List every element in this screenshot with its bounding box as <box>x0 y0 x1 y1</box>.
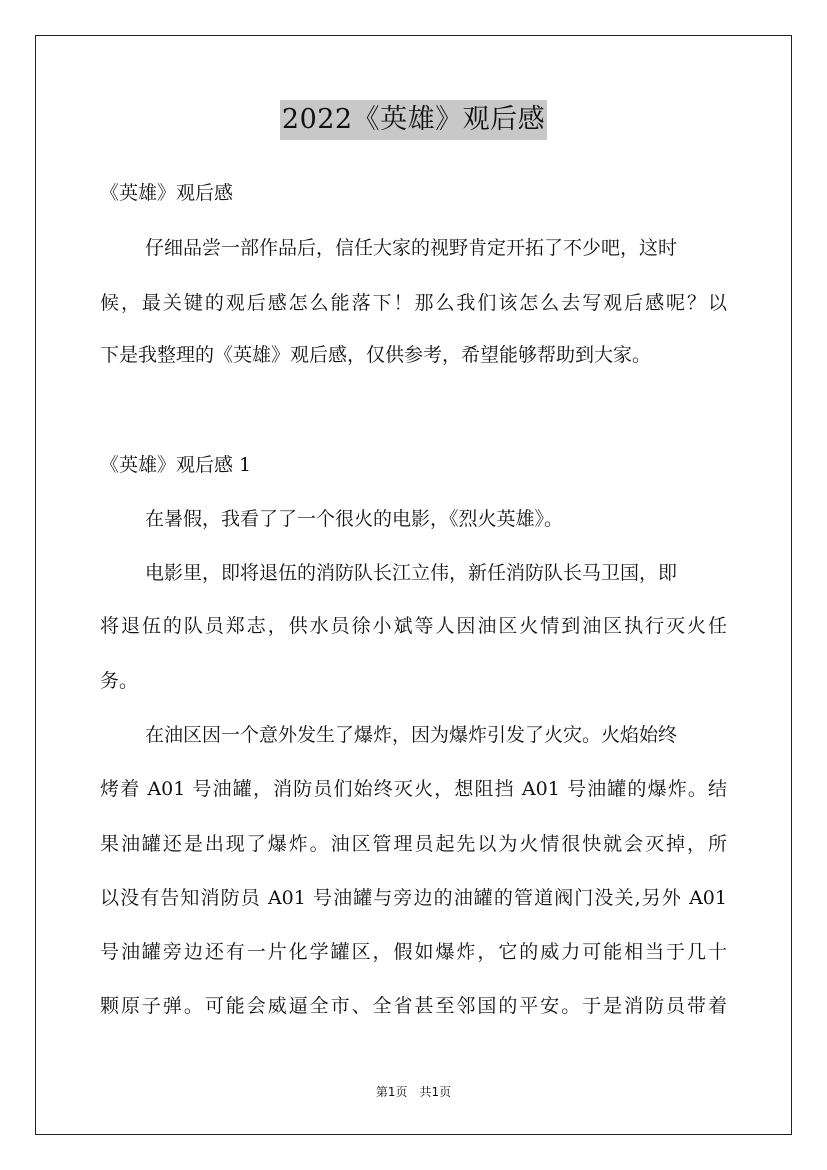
paragraph-3-line-4: 以没有告知消防员 A01 号油罐与旁边的油罐的管道阀门没关,另外 A01 <box>100 887 727 909</box>
paragraph-1: 在暑假，我看了了一个很火的电影，《烈火英雄》。 <box>145 508 564 530</box>
paragraph-3-line-3: 果油罐还是出现了爆炸。油区管理员起先以为火情很快就会灭掉，所 <box>100 833 727 855</box>
paragraph-2-line-2: 将退伍的队员郑志，供水员徐小斌等人因油区火情到油区执行灭火任 <box>100 615 727 637</box>
section-heading: 《英雄》观后感 1 <box>100 454 252 476</box>
title-container <box>0 100 827 140</box>
document-subtitle: 《英雄》观后感 <box>100 182 234 204</box>
page-footer: 第1页 共1页 <box>375 1085 452 1099</box>
paragraph-3-line-1: 在油区因一个意外发生了爆炸，因为爆炸引发了火灾。火焰始终 <box>145 724 678 746</box>
paragraph-2-line-1: 电影里，即将退伍的消防队长江立伟，新任消防队长马卫国，即 <box>145 562 678 584</box>
paragraph-2-line-3: 务。 <box>100 670 139 692</box>
intro-line-1: 仔细品尝一部作品后，信任大家的视野肯定开拓了不少吧，这时 <box>145 237 678 259</box>
paragraph-3-line-5: 号油罐旁边还有一片化学罐区，假如爆炸，它的威力可能相当于几十 <box>100 941 727 963</box>
paragraph-3-line-2: 烤着 A01 号油罐，消防员们始终灭火，想阻挡 A01 号油罐的爆炸。结 <box>100 778 727 800</box>
document-title: 2022《英雄》观后感 <box>280 100 547 140</box>
intro-line-2: 候，最关键的观后感怎么能落下！那么我们该怎么去写观后感呢？以 <box>100 292 727 314</box>
paragraph-3-line-6: 颗原子弹。可能会威逼全市、全省甚至邻国的平安。于是消防员带着 <box>100 995 727 1017</box>
intro-line-3: 下是我整理的《英雄》观后感，仅供参考，希望能够帮助到大家。 <box>100 344 652 366</box>
